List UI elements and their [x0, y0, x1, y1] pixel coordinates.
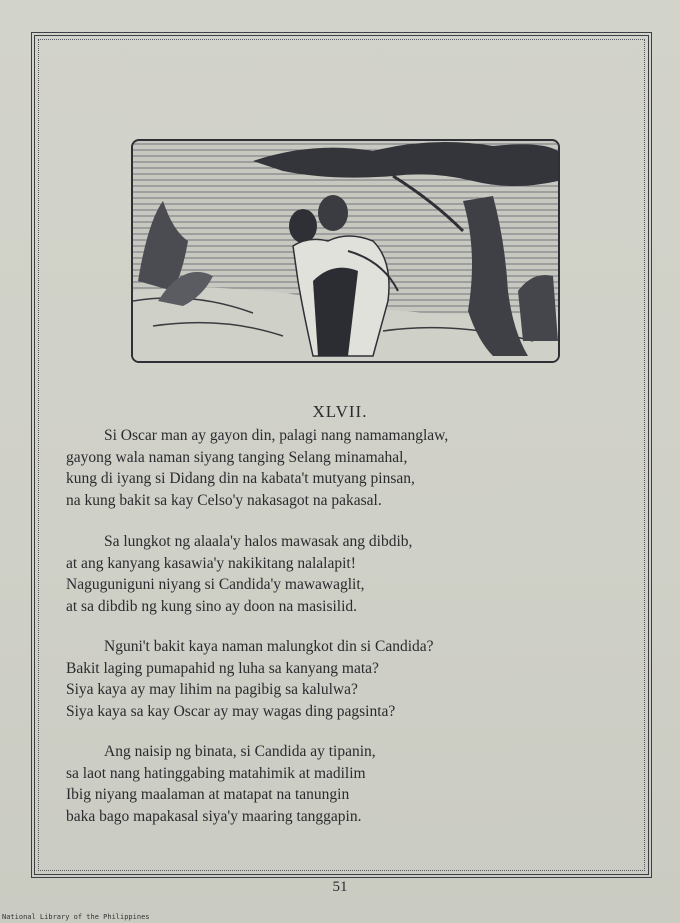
verse-line: Bakit laging pumapahid ng luha sa kanyang mata?	[66, 659, 379, 677]
chapter-numeral: XLVII.	[312, 402, 368, 421]
verse-line: Ang naisip ng binata, si Candida ay tipanin,	[104, 743, 376, 760]
verse-line: Nguni't bakit kaya naman malungkot din si Candida?	[104, 638, 434, 655]
library-footer: National Library of the Philippines	[2, 913, 150, 921]
verse-line: Si Oscar man ay gayon din, palagi nang namamanglaw,	[104, 427, 449, 444]
stanza-1	[66, 425, 586, 511]
stanza-4	[66, 741, 586, 827]
verse-line: Naguguniguni niyang si Candida'y mawawaglit,	[66, 576, 365, 593]
stanza-3	[66, 636, 586, 722]
verse-line: Ibig niyang maalaman at matapat na tanungin	[66, 786, 350, 803]
stanza-2	[66, 531, 586, 617]
verse-line: na kung bakit sa kay Celso'y nakasagot na pakasal.	[66, 491, 382, 509]
page-number: 51	[332, 879, 348, 895]
couple-embracing-under-tree-illustration	[131, 139, 560, 363]
verse-line: Sa lungkot ng alaala'y halos mawasak ang dibdib,	[104, 533, 413, 550]
verse-line: baka bago mapakasal siya'y maaring tanggapin.	[66, 807, 362, 825]
verse-line: at sa dibdib ng kung sino ay doon na masisilid.	[66, 597, 358, 615]
verse-line: Siya kaya ay may lihim na pagibig sa kalulwa?	[66, 681, 358, 698]
verse-line: sa laot nang hatinggabing matahimik at madilim	[66, 764, 366, 782]
verse-line: gayong wala naman siyang tanging Selang minamahal,	[66, 448, 408, 466]
verse-line: kung di iyang si Didang din na kabata't mutyang pinsan,	[66, 470, 415, 487]
verse-line: at ang kanyang kasawia'y nakikitang nalalapit!	[66, 554, 356, 572]
verse-line: Siya kaya sa kay Oscar ay may wagas ding pagsinta?	[66, 702, 396, 720]
